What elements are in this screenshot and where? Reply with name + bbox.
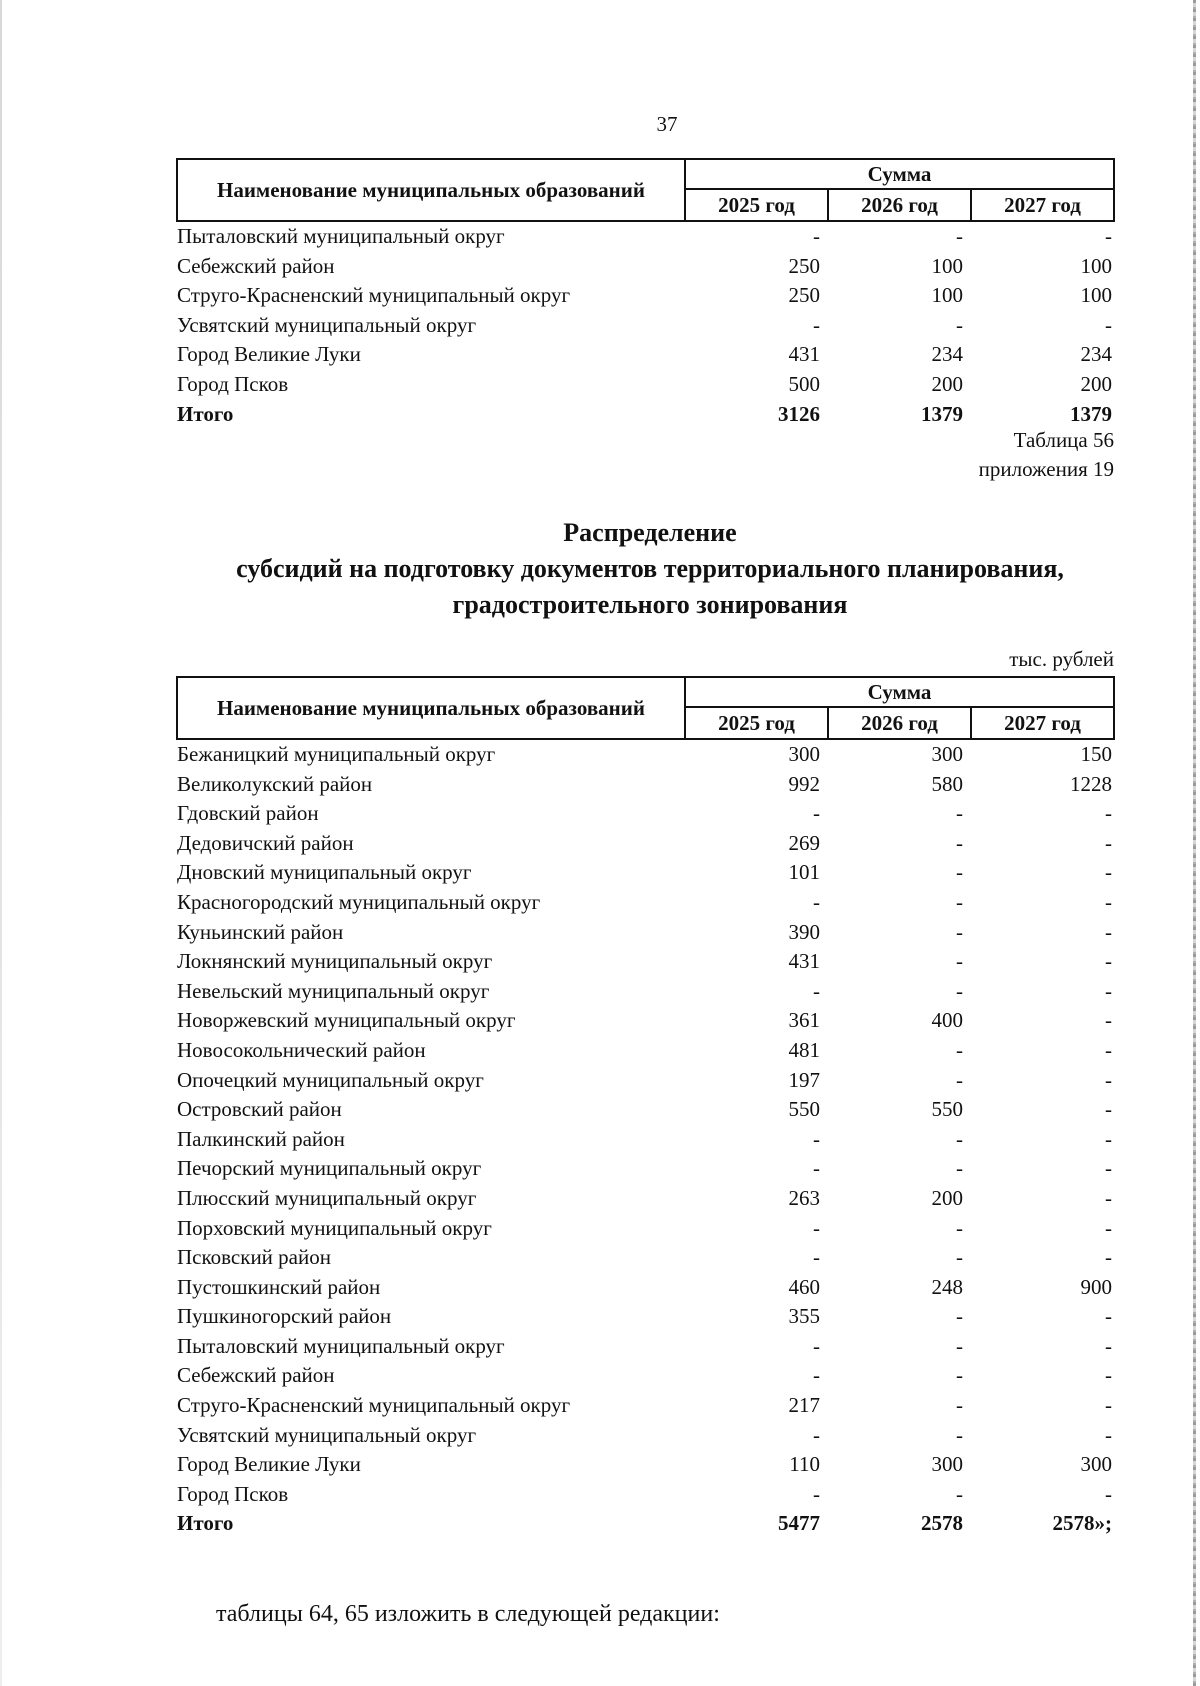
value-2026: - — [956, 949, 963, 974]
value-2025: 361 — [788, 1008, 820, 1033]
value-2026: - — [956, 1245, 963, 1270]
total-row — [177, 1509, 1114, 1539]
municipality-name: Дновский муниципальный округ — [177, 860, 472, 885]
value-2027: - — [1105, 889, 1113, 914]
table-row — [177, 1184, 1114, 1214]
value-2025: 481 — [788, 1037, 820, 1062]
column-header-2026: 2026 год — [828, 707, 971, 739]
table-row — [177, 281, 1114, 311]
value-2026: 300 — [931, 742, 963, 766]
table-row — [177, 829, 1114, 859]
value-2027: - — [1105, 1333, 1113, 1358]
value-2026: - — [956, 1067, 963, 1092]
value-2026: - — [956, 1393, 963, 1418]
table-row — [177, 1243, 1114, 1273]
value-2027: 1379 — [1070, 401, 1113, 426]
value-2025: - — [813, 801, 820, 826]
value-2026: 248 — [931, 1274, 963, 1299]
value-2027: - — [1105, 1393, 1113, 1418]
municipality-name: Город Псков — [177, 1481, 289, 1506]
value-2027: 900 — [1080, 1274, 1113, 1299]
column-header-sum: Сумма — [685, 677, 1114, 707]
table-row — [177, 1036, 1114, 1066]
value-2025: 500 — [788, 371, 820, 396]
municipality-name: Псковский район — [177, 1245, 331, 1270]
value-2027: - — [1105, 801, 1113, 826]
value-2025: 992 — [788, 771, 820, 796]
scan-edge-right — [1193, 0, 1196, 1686]
table-row — [177, 1273, 1114, 1303]
value-2026: 400 — [931, 1008, 963, 1033]
municipality-name: Струго-Красненский муниципальный округ — [177, 283, 571, 308]
column-header-2027: 2027 год — [971, 189, 1114, 221]
value-2026: - — [956, 224, 963, 248]
value-2026: - — [956, 978, 963, 1003]
column-header-name: Наименование муниципальных образований — [177, 159, 685, 221]
value-2026: - — [956, 1422, 963, 1447]
value-2025: 263 — [788, 1185, 820, 1210]
value-2025: 355 — [788, 1304, 820, 1329]
table-continued — [176, 158, 1115, 429]
table-row — [177, 1302, 1114, 1332]
section-heading — [150, 515, 1150, 623]
table-row — [177, 1361, 1114, 1391]
value-2025: 550 — [788, 1097, 820, 1122]
municipality-name: Пустошкинский район — [177, 1274, 381, 1299]
value-2027: 1228 — [1070, 771, 1113, 796]
value-2025: 390 — [788, 919, 820, 944]
column-header-2027: 2027 год — [971, 707, 1114, 739]
table-row — [177, 1214, 1114, 1244]
value-2025: 269 — [788, 830, 820, 855]
municipality-name: Порховский муниципальный округ — [177, 1215, 492, 1240]
municipality-name: Великолукский район — [177, 771, 373, 796]
column-header-2025: 2025 год — [685, 707, 828, 739]
value-2025: - — [813, 1215, 820, 1240]
municipality-name: Куньинский район — [177, 919, 344, 944]
value-2027: 234 — [1080, 342, 1113, 367]
table-row — [177, 221, 1114, 252]
value-2026: - — [956, 312, 963, 337]
value-2025: 431 — [788, 949, 820, 974]
value-2026: 234 — [931, 342, 963, 367]
value-2026: - — [956, 830, 963, 855]
value-2026: - — [956, 1037, 963, 1062]
municipality-name: Печорский муниципальный округ — [177, 1156, 482, 1181]
municipality-name: Усвятский муниципальный округ — [177, 312, 477, 337]
municipality-name: Усвятский муниципальный округ — [177, 1422, 477, 1447]
total-row — [177, 400, 1114, 430]
value-2027: - — [1105, 312, 1113, 337]
table-row — [177, 770, 1114, 800]
value-2026: - — [956, 801, 963, 826]
heading-line-1: Распределение — [563, 518, 737, 547]
value-2026: - — [956, 860, 963, 885]
value-2026: 300 — [931, 1452, 963, 1477]
table-row — [177, 1480, 1114, 1510]
value-2026: - — [956, 1156, 963, 1181]
scan-edge-left — [0, 0, 2, 1686]
total-label: Итого — [177, 401, 234, 426]
value-2025: 250 — [788, 253, 820, 278]
value-2025: - — [813, 312, 820, 337]
municipality-name: Город Псков — [177, 371, 289, 396]
value-2026: 200 — [931, 1185, 963, 1210]
table-row — [177, 1066, 1114, 1096]
value-2027: 300 — [1080, 1452, 1113, 1477]
table-row — [177, 799, 1114, 829]
municipality-name: Город Великие Луки — [177, 342, 361, 367]
value-2025: 110 — [789, 1452, 820, 1477]
value-2025: 250 — [788, 283, 820, 308]
table-row — [177, 340, 1114, 370]
value-2025: - — [813, 1363, 820, 1388]
municipality-name: Бежаницкий муниципальный округ — [177, 742, 496, 766]
unit-label: тыс. рублей — [1009, 647, 1114, 671]
amendment-text: таблицы 64, 65 изложить в следующей редакции: — [216, 1601, 720, 1627]
value-2027: - — [1105, 1363, 1113, 1388]
table-row — [177, 1154, 1114, 1184]
municipality-name: Палкинский район — [177, 1126, 345, 1151]
value-2025: 217 — [788, 1393, 820, 1418]
municipality-name: Красногородский муниципальный округ — [177, 889, 541, 914]
value-2025: 101 — [788, 860, 820, 885]
column-header-2025: 2025 год — [685, 189, 828, 221]
value-2026: 550 — [931, 1097, 963, 1122]
table-row — [177, 1332, 1114, 1362]
value-2027: - — [1105, 978, 1113, 1003]
value-2025: 300 — [788, 742, 820, 766]
municipality-name: Пушкиногорский район — [177, 1304, 392, 1329]
value-2027: - — [1105, 1185, 1113, 1210]
municipality-name: Струго-Красненский муниципальный округ — [177, 1393, 571, 1418]
value-2025: 3126 — [778, 401, 820, 426]
value-2026: - — [956, 1481, 963, 1506]
value-2027: - — [1105, 1097, 1113, 1122]
municipality-name: Новоржевский муниципальный округ — [177, 1008, 516, 1033]
value-2027: - — [1105, 1037, 1113, 1062]
table-row — [177, 1006, 1114, 1036]
value-2025: - — [813, 1333, 820, 1358]
value-2025: 197 — [788, 1067, 820, 1092]
value-2025: - — [813, 224, 820, 248]
table-56 — [176, 676, 1115, 1539]
municipality-name: Город Великие Луки — [177, 1452, 361, 1477]
municipality-name: Себежский район — [177, 1363, 335, 1388]
table-caption — [979, 426, 1114, 484]
heading-line-3: градостроительного зонирования — [452, 590, 848, 619]
value-2026: - — [956, 889, 963, 914]
value-2027: - — [1105, 830, 1113, 855]
value-2026: 1379 — [921, 401, 963, 426]
value-2025: - — [813, 889, 820, 914]
value-2026: - — [956, 1126, 963, 1151]
value-2027: 100 — [1080, 283, 1113, 308]
value-2025: - — [813, 1422, 820, 1447]
value-2027: - — [1105, 1156, 1113, 1181]
municipality-name: Новосокольнический район — [177, 1037, 426, 1062]
table-row — [177, 858, 1114, 888]
table-row — [177, 918, 1114, 948]
municipality-name: Себежский район — [177, 253, 335, 278]
value-2027: - — [1105, 1126, 1113, 1151]
value-2025: - — [813, 1245, 820, 1270]
heading-line-2: субсидий на подготовку документов территориального планирования, — [236, 554, 1064, 583]
table-row — [177, 1095, 1114, 1125]
value-2027: - — [1105, 919, 1113, 944]
municipality-name: Дедовичский район — [177, 830, 354, 855]
table-row — [177, 370, 1114, 400]
value-2027: - — [1105, 1304, 1113, 1329]
table-row — [177, 311, 1114, 341]
value-2027: 100 — [1080, 253, 1113, 278]
value-2026: - — [956, 1363, 963, 1388]
total-label: Итого — [177, 1511, 234, 1536]
value-2027: - — [1105, 1481, 1113, 1506]
municipality-name: Невельский муниципальный округ — [177, 978, 490, 1003]
value-2027: 200 — [1080, 371, 1113, 396]
municipality-name: Пыталовский муниципальный округ — [177, 1333, 505, 1358]
municipality-name: Гдовский район — [177, 801, 319, 826]
caption-appendix: приложения 19 — [978, 457, 1114, 481]
value-2027: - — [1105, 860, 1113, 885]
table-row — [177, 888, 1114, 918]
value-2026: 100 — [931, 253, 963, 278]
table-row — [177, 1421, 1114, 1451]
table-row — [177, 1125, 1114, 1155]
value-2027: 2578»; — [1052, 1511, 1113, 1536]
value-2025: 5477 — [778, 1511, 820, 1536]
value-2025: - — [813, 1481, 820, 1506]
table-row — [177, 1391, 1114, 1421]
municipality-name: Пыталовский муниципальный округ — [177, 224, 505, 248]
value-2027: - — [1105, 949, 1113, 974]
value-2027: 150 — [1080, 742, 1113, 766]
value-2026: - — [956, 1304, 963, 1329]
value-2025: - — [813, 1126, 820, 1151]
column-header-sum: Сумма — [685, 159, 1114, 189]
value-2026: 100 — [931, 283, 963, 308]
value-2027: - — [1105, 1008, 1113, 1033]
municipality-name: Плюсский муниципальный округ — [177, 1185, 477, 1210]
value-2025: - — [813, 1156, 820, 1181]
value-2026: 200 — [931, 371, 963, 396]
table-row — [177, 947, 1114, 977]
value-2025: 431 — [788, 342, 820, 367]
value-2027: - — [1105, 1245, 1113, 1270]
table-row — [177, 1450, 1114, 1480]
municipality-name: Локнянский муниципальный округ — [177, 949, 493, 974]
caption-table-number: Таблица 56 — [1013, 428, 1114, 452]
value-2026: - — [956, 919, 963, 944]
value-2027: - — [1105, 1422, 1113, 1447]
value-2026: 580 — [931, 771, 963, 796]
municipality-name: Островский район — [177, 1097, 342, 1122]
value-2027: - — [1105, 224, 1113, 248]
page-number: 37 — [656, 112, 678, 136]
table-row — [177, 252, 1114, 282]
municipality-name: Опочецкий муниципальный округ — [177, 1067, 484, 1092]
table-row — [177, 977, 1114, 1007]
column-header-name: Наименование муниципальных образований — [177, 677, 685, 739]
value-2025: 460 — [788, 1274, 820, 1299]
value-2027: - — [1105, 1067, 1113, 1092]
value-2025: - — [813, 978, 820, 1003]
value-2026: - — [956, 1215, 963, 1240]
value-2027: - — [1105, 1215, 1113, 1240]
table-row — [177, 739, 1114, 770]
value-2026: 2578 — [921, 1511, 963, 1536]
value-2026: - — [956, 1333, 963, 1358]
column-header-2026: 2026 год — [828, 189, 971, 221]
